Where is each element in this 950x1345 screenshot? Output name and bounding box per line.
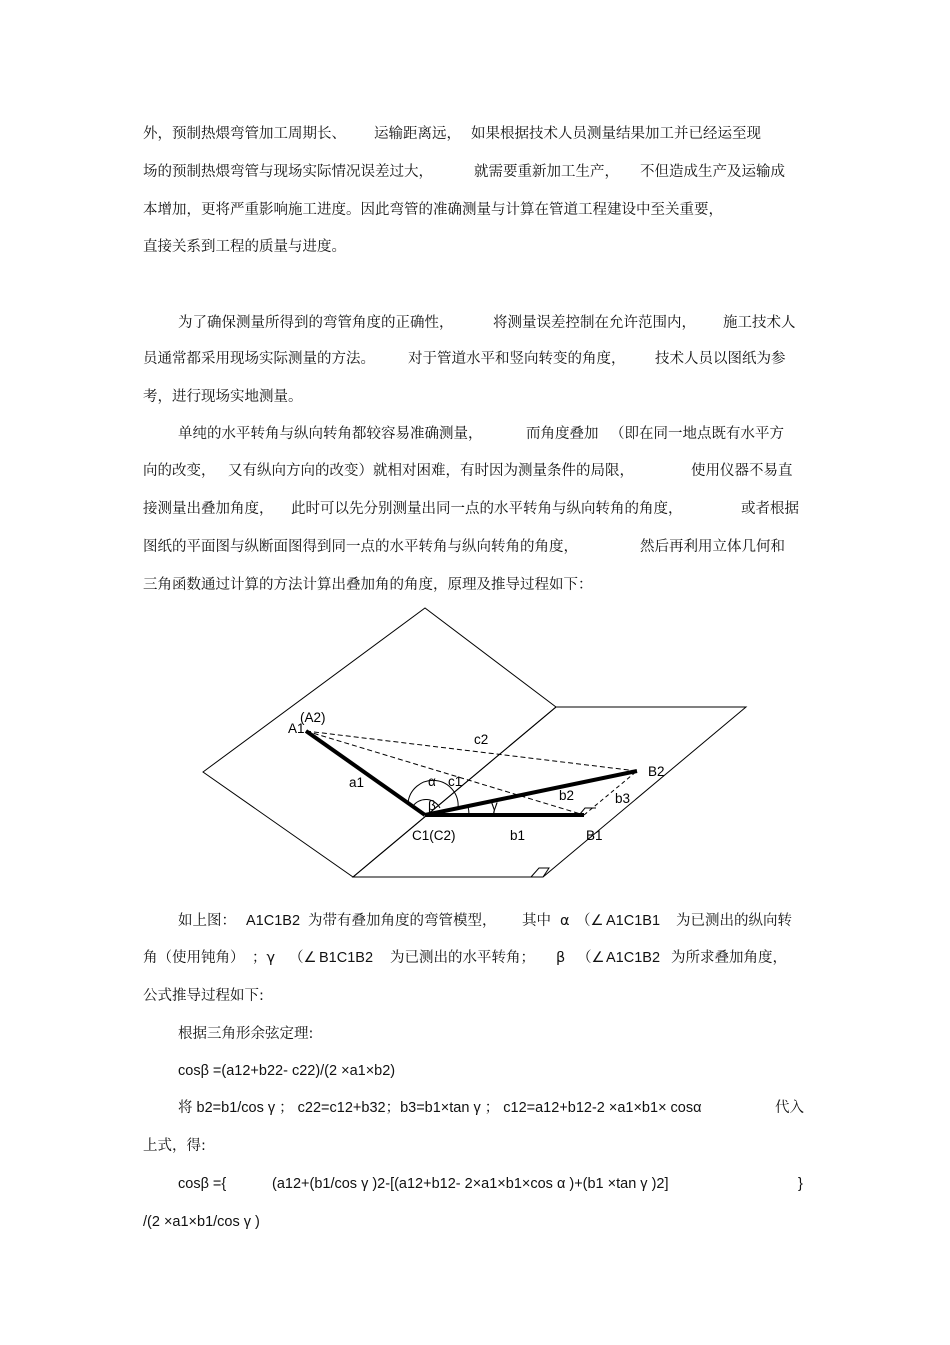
text-line: 接测量出叠加角度， [143,501,274,517]
text-line: A1C1B1 [606,913,661,929]
text-line: 图纸的平面图与纵断面图得到同一点的水平转角与纵向转角的角度， [143,539,578,555]
text-line: （∠ [576,913,604,929]
label-gamma: γ [491,798,498,813]
right-angle-mark [531,868,549,877]
text-line: 使用仪器不易直 [691,463,793,479]
text-line: 三角函数通过计算的方法计算出叠加角的角度，原理及推导过程如下： [143,577,593,593]
text-line: 向的改变， [143,463,216,479]
text-line: α [560,913,570,929]
text-line: 又有纵向方向的改变）就相对困难，有时因为测量条件的局限， [228,463,634,479]
formula: 将 b2=b1/cos γ ； c22=c12+b32；b3=b1×tan γ ； c12=a12+b12-2 ×a1×b1× cosα [178,1100,702,1116]
text-line: A1C1B2 [246,913,301,929]
text-line: 技术人员以图纸为参 [655,351,786,367]
text-line: 上式，得: [143,1138,206,1154]
text-line: 为带有叠加角度的弯管模型， [308,913,497,929]
formula: (a12+(b1/cos γ )2-[(a12+b12- 2×a1×b1×cos α )+(b1 ×tan γ )2] [272,1176,669,1192]
text-line: 如果根据技术人员测量结果加工并已经运至现 [471,126,761,142]
pipe-bend-figure [195,600,755,885]
text-line: 如上图： [178,913,236,929]
text-line: 员通常都采用现场实际测量的方法。 [143,351,375,367]
text-line: 公式推导过程如下: [143,988,264,1004]
text-line: B1C1B2 [319,950,374,966]
text-line: 根据三角形余弦定理: [178,1026,314,1042]
label-beta: β [428,798,436,813]
text-line: 单纯的水平转角与纵向转角都较容易准确测量， [178,426,483,442]
text-line: 为已测出的纵向转 [676,913,792,929]
text-line: ；γ [252,950,276,966]
formula: cosβ ={ [178,1176,227,1192]
text-line: （∠ [577,950,605,966]
text-line: 然后再利用立体几何和 [640,539,785,555]
text-line: 运输距离远， [374,126,461,142]
text-line: A1C1B2 [606,950,661,966]
text-line: 或者根据 [741,501,799,517]
text-line: 为所求叠加角度， [671,950,787,966]
vertical-plane [203,608,556,877]
label-b2: b2 [559,788,575,803]
label-a1: a1 [349,775,365,790]
formula: } [798,1176,803,1192]
label-b2-point: B2 [648,764,665,779]
text-line: 代入 [775,1100,804,1116]
formula: cosβ =(a12+b22- c22)/(2 ×a1×b2) [178,1063,396,1079]
formula: /(2 ×a1×b1/cos γ ) [143,1214,260,1230]
text-line: 考，进行现场实地测量。 [143,389,303,405]
label-c2: c2 [474,732,489,747]
a1-segment [306,731,425,815]
text-line: 为了确保测量所得到的弯管角度的正确性， [178,315,454,331]
text-line: （∠ [289,950,317,966]
text-line: （即在同一地点既有水平方 [610,426,784,442]
text-line: 为已测出的水平转角； [390,950,535,966]
label-b1-point: B1 [586,828,603,843]
label-c1: c1 [448,774,463,789]
text-line: 就需要重新加工生产， [474,164,619,180]
label-alpha: α [428,774,436,789]
label-a1-point: A1 [288,721,305,736]
text-line: 对于管道水平和竖向转变的角度， [408,351,626,367]
text-line: 施工技术人 [723,315,796,331]
text-line: 而角度叠加 [526,426,599,442]
label-b1: b1 [510,828,526,843]
text-line: 此时可以先分别测量出同一点的水平转角与纵向转角的角度， [291,501,683,517]
label-c1c2-point: C1(C2) [412,828,456,843]
c1-line [306,731,584,815]
beta-arc [413,800,440,808]
label-a2-point: (A2) [300,710,326,725]
text-line: 外，预制热煨弯管加工周期长、 [143,126,346,142]
text-line: 其中 [522,913,551,929]
text-line: 将测量误差控制在允许范围内， [493,315,696,331]
text-line: β [556,950,566,966]
text-line: 场的预制热煨弯管与现场实际情况误差过大， [143,164,433,180]
text-line: 本增加，更将严重影响施工进度。因此弯管的准确测量与计算在管道工程建设中至关重要， [143,202,723,218]
text-line: 直接关系到工程的质量与进度。 [143,239,346,255]
text-line: 角（使用钝角） [143,950,245,966]
label-b3: b3 [615,791,631,806]
text-line: 不但造成生产及运输成 [640,164,785,180]
